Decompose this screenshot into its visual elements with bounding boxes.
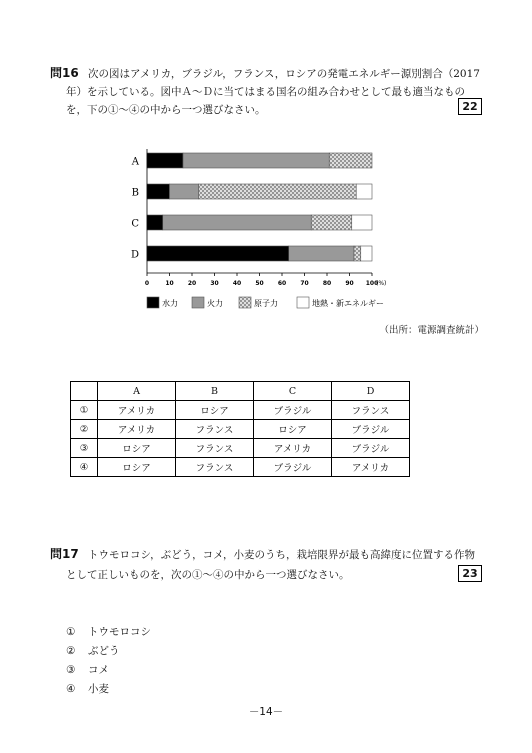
table-cell: ブラジル bbox=[254, 458, 332, 477]
choice-text: 小麦 bbox=[88, 683, 109, 695]
answer-options-table bbox=[70, 381, 410, 477]
legend-swatch bbox=[192, 297, 204, 308]
table-header-cell bbox=[71, 382, 98, 401]
question-17-text-line-2: として正しいものを，次の①～④の中から一つ選びなさい。 bbox=[66, 569, 350, 581]
table-cell: ① bbox=[71, 401, 98, 420]
choice-4 bbox=[66, 681, 109, 696]
table-cell: ブラジル bbox=[332, 420, 410, 439]
table-cell: ロシア bbox=[98, 439, 176, 458]
table-cell: フランス bbox=[332, 401, 410, 420]
table-row bbox=[71, 401, 410, 420]
table-row bbox=[71, 439, 410, 458]
x-tick-label: 50 bbox=[255, 280, 264, 287]
bar-segment bbox=[163, 215, 312, 230]
choice-number: ① bbox=[66, 626, 76, 638]
bar-segment bbox=[289, 246, 354, 261]
x-tick-label: 70 bbox=[300, 280, 309, 287]
bar-segment bbox=[356, 184, 372, 199]
table-row bbox=[71, 420, 410, 439]
table-cell: ブラジル bbox=[254, 401, 332, 420]
energy-source-chart bbox=[125, 145, 425, 320]
choice-text: トウモロコシ bbox=[88, 626, 151, 638]
table-cell: フランス bbox=[176, 420, 254, 439]
legend-swatch bbox=[147, 297, 159, 308]
legend-label: 火力 bbox=[207, 299, 223, 308]
category-label: A bbox=[131, 156, 139, 168]
choice-number: ③ bbox=[66, 664, 76, 676]
choice-text: コメ bbox=[88, 664, 109, 676]
chart-source-note: （出所：電源調査統計） bbox=[379, 325, 484, 336]
x-unit-label: (%) bbox=[376, 280, 387, 287]
bar-segment bbox=[361, 246, 372, 261]
bar-segment bbox=[147, 215, 163, 230]
question-16-text-line-2: 年）を示している。図中Ａ～Ｄに当てはまる国名の組み合わせとして最も適当なもの bbox=[66, 86, 465, 98]
table-cell: フランス bbox=[176, 439, 254, 458]
x-tick-label: 30 bbox=[210, 280, 219, 287]
x-tick-label: 0 bbox=[144, 280, 150, 287]
table-header-cell: D bbox=[332, 382, 410, 401]
legend-label: 原子力 bbox=[254, 299, 278, 308]
table-cell: フランス bbox=[176, 458, 254, 477]
question-17-number: 問17 bbox=[50, 547, 79, 561]
table-header-cell: A bbox=[98, 382, 176, 401]
bar-segment bbox=[352, 215, 372, 230]
table-cell: ロシア bbox=[98, 458, 176, 477]
x-tick-label: 80 bbox=[322, 280, 332, 287]
table-cell: アメリカ bbox=[254, 439, 332, 458]
legend-label: 地熱・新エネルギー bbox=[312, 299, 384, 308]
bar-segment bbox=[311, 215, 352, 230]
table-header-cell: C bbox=[254, 382, 332, 401]
bar-segment bbox=[147, 184, 170, 199]
question-16-text-line-1: 次の図はアメリカ，ブラジル，フランス，ロシアの発電エネルギー源別割合（2017 bbox=[88, 68, 480, 80]
bar-segment bbox=[354, 246, 361, 261]
category-label: C bbox=[131, 218, 139, 230]
answer-box-23: 23 bbox=[458, 565, 482, 582]
x-tick-label: 40 bbox=[232, 280, 242, 287]
x-tick-label: 90 bbox=[345, 280, 354, 287]
choice-text: ぶどう bbox=[88, 645, 120, 657]
legend-swatch bbox=[239, 297, 251, 308]
page-number: －14－ bbox=[248, 706, 284, 718]
table-header-row bbox=[71, 382, 410, 401]
table-cell: ロシア bbox=[176, 401, 254, 420]
bar-segment bbox=[199, 184, 357, 199]
bar-segment bbox=[329, 153, 372, 168]
question-16-number: 問16 bbox=[50, 66, 79, 80]
bar-segment bbox=[183, 153, 329, 168]
category-label: D bbox=[130, 249, 139, 261]
bar-segment bbox=[147, 246, 289, 261]
x-tick-label: 60 bbox=[277, 280, 287, 287]
table-cell: アメリカ bbox=[98, 401, 176, 420]
table-header-cell: B bbox=[176, 382, 254, 401]
x-tick-label: 20 bbox=[187, 280, 197, 287]
choice-number: ② bbox=[66, 645, 76, 657]
table-cell: アメリカ bbox=[332, 458, 410, 477]
bar-segment bbox=[147, 153, 183, 168]
choice-1 bbox=[66, 624, 151, 639]
table-cell: ロシア bbox=[254, 420, 332, 439]
bar-segment bbox=[170, 184, 199, 199]
choice-3 bbox=[66, 662, 109, 677]
category-label: B bbox=[131, 187, 139, 199]
table-cell: ブラジル bbox=[332, 439, 410, 458]
table-cell: ② bbox=[71, 420, 98, 439]
x-tick-label: 100 bbox=[365, 280, 379, 287]
legend-label: 水力 bbox=[162, 299, 178, 308]
question-16-text-line-3: を，下の①～④の中から一つ選びなさい。 bbox=[66, 104, 266, 116]
table-cell: アメリカ bbox=[98, 420, 176, 439]
table-cell: ③ bbox=[71, 439, 98, 458]
x-tick-label: 10 bbox=[165, 280, 174, 287]
table-row bbox=[71, 458, 410, 477]
choice-number: ④ bbox=[66, 683, 76, 695]
question-17-text-line-1: トウモロコシ，ぶどう，コメ，小麦のうち，栽培限界が最も高緯度に位置する作物 bbox=[88, 549, 476, 561]
answer-box-22: 22 bbox=[458, 98, 482, 115]
choice-2 bbox=[66, 643, 120, 658]
legend-swatch bbox=[297, 297, 309, 308]
table-cell: ④ bbox=[71, 458, 98, 477]
